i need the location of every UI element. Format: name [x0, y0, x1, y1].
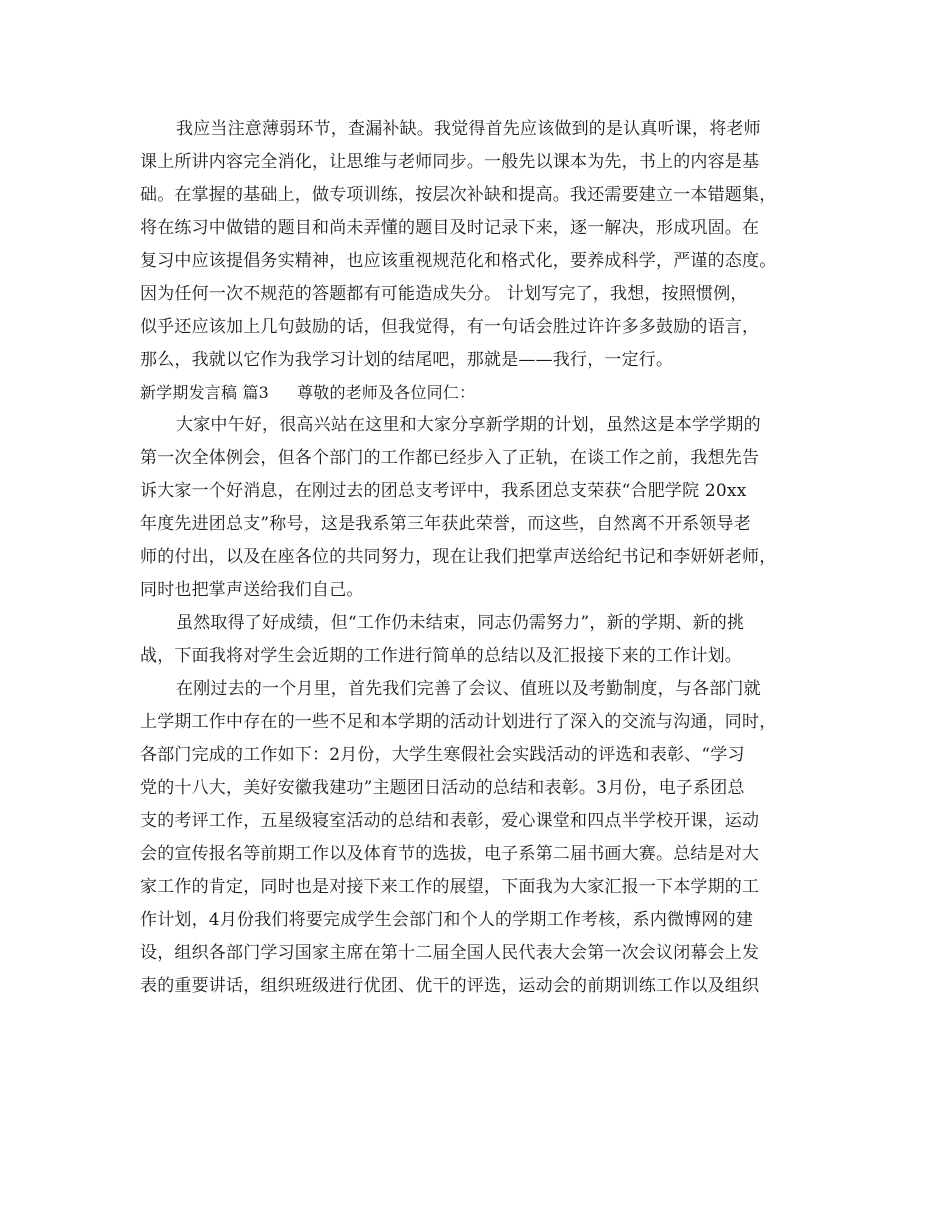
- text-line: 大家中午好，很高兴站在这里和大家分享新学期的计划，虽然这是本学学期的: [176, 415, 761, 435]
- text-line: 将在练习中做错的题目和尚未弄懂的题目及时记录下来，逐一解决，形成巩固。在: [140, 218, 760, 238]
- text-line: 表的重要讲话，组织班级进行优团、优干的评选，运动会的前期训练工作以及组织: [140, 976, 760, 996]
- text-line: 支的考评工作，五星级寝室活动的总结和表彰，爱心课堂和四点半学校开课，运动: [140, 811, 760, 831]
- text-line: 同时也把掌声送给我们自己。: [140, 580, 364, 600]
- paragraph-work-summary: [140, 673, 828, 1003]
- text-line: 各部门完成的工作如下：2月份，大学生寒假社会实践活动的评选和表彰、“学习: [140, 745, 745, 765]
- text-line: 家工作的肯定，同时也是对接下来工作的展望，下面我为大家汇报一下本学期的工: [140, 877, 760, 897]
- text-line: 第一次全体例会，但各个部门的工作都已经步入了正轨，在谈工作之前，我想先告: [140, 448, 760, 468]
- section-study-plan: [140, 113, 828, 377]
- text-line: 设，组织各部门学习国家主席在第十二届全国人民代表大会第一次会议闭幕会上发: [140, 943, 760, 963]
- text-line: 那么，我就以它作为我学习计划的结尾吧，那就是——我行，一定行。: [140, 350, 674, 370]
- text-line: 课上所讲内容完全消化，让思维与老师同步。一般先以课本为先，书上的内容是基: [140, 152, 760, 172]
- text-line: 复习中应该提倡务实精神，也应该重视规范化和格式化，要养成科学，严谨的态度。: [140, 251, 777, 271]
- text-line: 础。在掌握的基础上，做专项训练，按层次补缺和提高。我还需要建立一本错题集，: [140, 185, 777, 205]
- section-heading: [140, 377, 828, 409]
- text-line: 战，下面我将对学生会近期的工作进行简单的总结以及汇报接下来的工作计划。: [140, 646, 742, 666]
- document-page: [140, 113, 828, 1003]
- text-line: 党的十八大，美好安徽我建功”主题团日活动的总结和表彰。3月份，电子系团总: [140, 778, 745, 798]
- text-line: 我应当注意薄弱环节，查漏补缺。我觉得首先应该做到的是认真听课，将老师: [176, 119, 761, 139]
- text-line: 上学期工作中存在的一些不足和本学期的活动计划进行了深入的交流与沟通，同时，: [140, 712, 777, 732]
- paragraph-greeting: [140, 409, 828, 607]
- heading-title: 新学期发言稿 篇3: [140, 383, 270, 402]
- text-line: 似乎还应该加上几句鼓励的话，但我觉得，有一句话会胜过许许多多鼓励的语言，: [140, 317, 760, 337]
- text-line: 在刚过去的一个月里，首先我们完善了会议、值班以及考勤制度，与各部门就: [176, 679, 761, 699]
- heading-salutation: 尊敬的老师及各位同仁：: [297, 383, 476, 402]
- text-line: 师的付出，以及在座各位的共同努力，现在让我们把掌声送给纪书记和李妍妍老师，: [140, 547, 777, 567]
- paragraph-transition: [140, 607, 828, 673]
- text-line: 作计划，4月份我们将要完成学生会部门和个人的学期工作考核，系内微博网的建: [140, 910, 754, 930]
- text-line: 诉大家一个好消息，在刚过去的团总支考评中，我系团总支荣获“合肥学院 20xx: [140, 481, 747, 501]
- text-line: 虽然取得了好成绩，但“工作仍未结束，同志仍需努力”，新的学期、新的挑: [176, 613, 745, 633]
- text-line: 年度先进团总支”称号，这是我系第三年获此荣誉，而这些，自然离不开系领导老: [140, 514, 751, 534]
- text-line: 会的宣传报名等前期工作以及体育节的选拔，电子系第二届书画大赛。总结是对大: [140, 844, 760, 864]
- text-line: 因为任何一次不规范的答题都有可能造成失分。 计划写完了，我想，按照惯例，: [140, 284, 748, 304]
